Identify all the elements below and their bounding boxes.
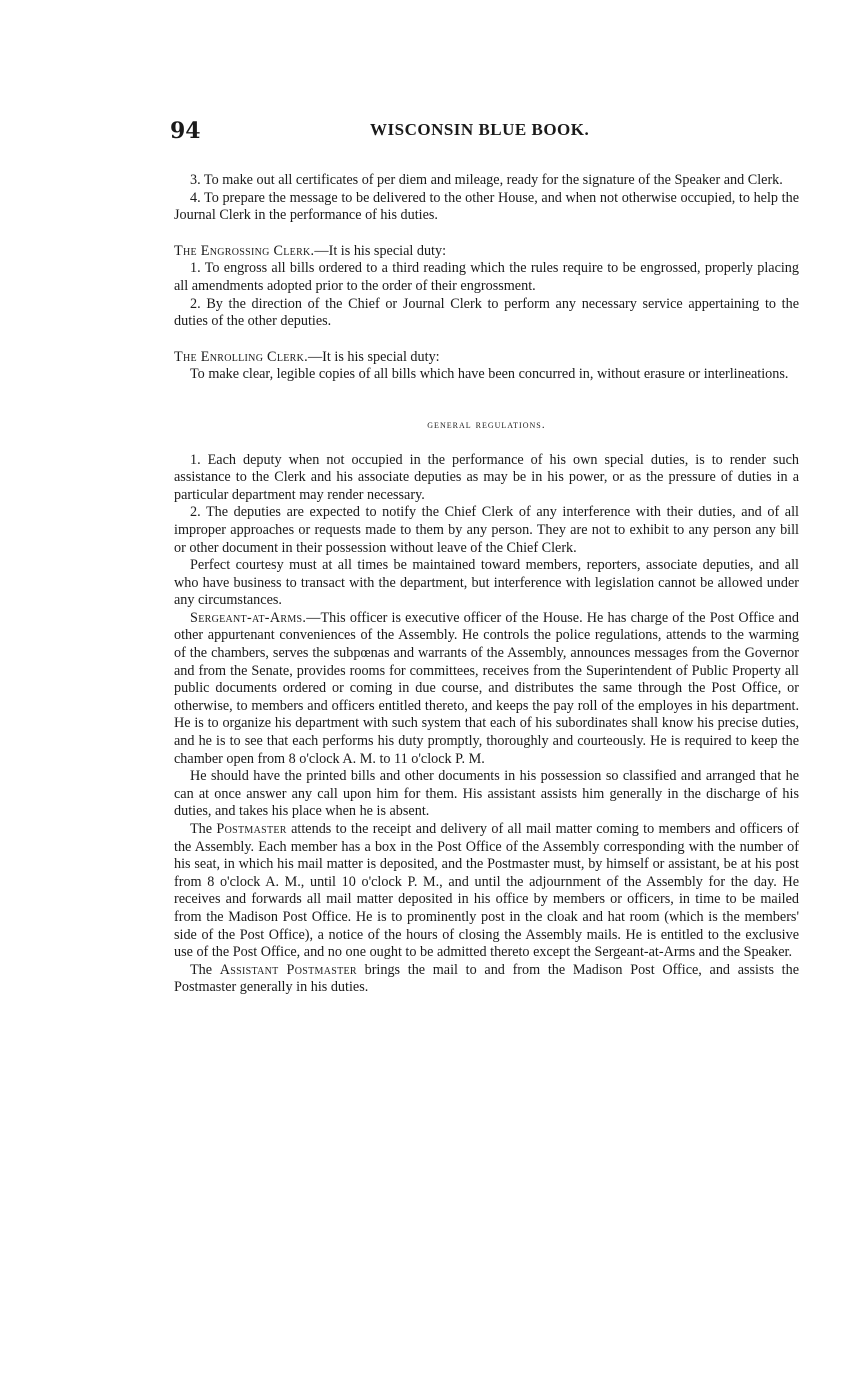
general-regulations-heading: general regulations. <box>427 416 546 431</box>
postmaster-paragraph: The Postmaster attends to the receipt and delivery of all mail matter coming to members and officers of the Assembly. Each member has a box in the Post Office of the Assembly corresponding with the number of his seat, in which his mail matter is deposited, and the Postmaster must, by himself or assistant, be at his post from 8 o'clock A. M., until 10 o'clock P. M., and until the adjournment of the Assembly for the day. He receives and forwards all mail matter deposited in his office by members or officers, in time to be mailed from the Madison Post Office. He is to prominently post in the cloak and hat room (which is the members' side of the Post Office), a notice of the hours of closing the Assembly mails. He is entitled to the exclusive use of the Post Office, and no one ought to be admitted thereto except the Sergeant-at-Arms and the Speaker. <box>174 821 799 961</box>
running-title: WISCONSIN BLUE BOOK. <box>370 120 590 139</box>
sergeant-at-arms-paragraph: Sergeant-at-Arms.—This officer is executive officer of the House. He has charge of the Post Office and other appurtenant conveniences of the Assembly. He controls the police regulations, attends to the warming of the chambers, serves the subpœnas and warrants of the Assembly, announces messages from the Governor and from the Senate, provides rooms for committees, receives from the Superintendent of Public Property all public documents ordered or coming in due course, and distributes the same through the Post Office, or otherwise, to members and officers entitled thereto, and keeps the pay roll of the employes in his department. He is to organize his department with such system that each of his subordinates shall know his precise duties, and he is to see that each performs his duty promptly, thoroughly and courteously. He is required to keep the chamber open from 8 o'clock A. M. to 11 o'clock P. M. <box>174 609 799 767</box>
postmaster-heading: Postmaster <box>216 821 287 837</box>
general-regulation-1: 1. Each deputy when not occupied in the performance of his own special duties, is to render such assistance to the Clerk and his associate deputies as may be in his power, or as the pressure of duties in a particular department may render necessary. <box>174 451 799 503</box>
assistant-postmaster-paragraph: The Assistant Postmaster brings the mail to and from the Madison Post Office, and assists the Postmaster generally in his duties. <box>174 961 799 996</box>
paragraph-item-3: 3. To make out all certificates of per diem and mileage, ready for the signature of the Speaker and Clerk. <box>190 172 783 188</box>
page-number: 94 <box>170 118 201 144</box>
enrolling-clerk-heading: The Enrolling Clerk. <box>174 348 308 365</box>
engrossing-clerk-intro: The Engrossing Clerk.—It is his special duty: <box>174 242 447 259</box>
assistant-postmaster-heading: Assistant Postmaster <box>219 961 357 978</box>
sergeant-at-arms-heading: Sergeant-at-Arms. <box>190 609 307 626</box>
engrossing-duty-1: 1. To engross all bills ordered to a third reading which the rules require to be engrossed, properly placing all amendments adopted prior to the order of their engrossment. <box>174 260 799 294</box>
engrossing-duty-2: 2. By the direction of the Chief or Journal Clerk to perform any necessary service appertaining to the duties of the other deputies. <box>174 295 799 330</box>
page-header <box>170 118 810 148</box>
general-regulation-3: Perfect courtesy must at all times be maintained toward members, reporters, associate deputies, and all who have business to transact with the department, but interference with legislation cannot be allowed under any circumstances. <box>174 557 799 609</box>
body-text <box>174 172 799 997</box>
paragraph-item-4: 4. To prepare the message to be delivered to the other House, and when not otherwise occupied, to help the Journal Clerk in the performance of his duties. <box>174 189 799 224</box>
general-regulation-2: 2. The deputies are expected to notify the Chief Clerk of any interference with their duties, and of all improper approaches or requests made to them by any person. They are not to exhibit to any person any bill or other document in their possession without leave of the Chief Clerk. <box>174 504 799 556</box>
enrolling-duty-1: To make clear, legible copies of all bills which have been concurred in, without erasure or interlineations. <box>190 366 789 383</box>
sergeant-at-arms-paragraph-2: He should have the printed bills and other documents in his possession so classified and arranged that he can at once answer any call upon him for them. His assistant assists him generally in the discharge of his duties, and takes his place when he is absent. <box>174 768 799 820</box>
engrossing-clerk-heading: The Engrossing Clerk. <box>174 242 315 259</box>
enrolling-clerk-intro: The Enrolling Clerk.—It is his special duty: <box>174 348 440 365</box>
